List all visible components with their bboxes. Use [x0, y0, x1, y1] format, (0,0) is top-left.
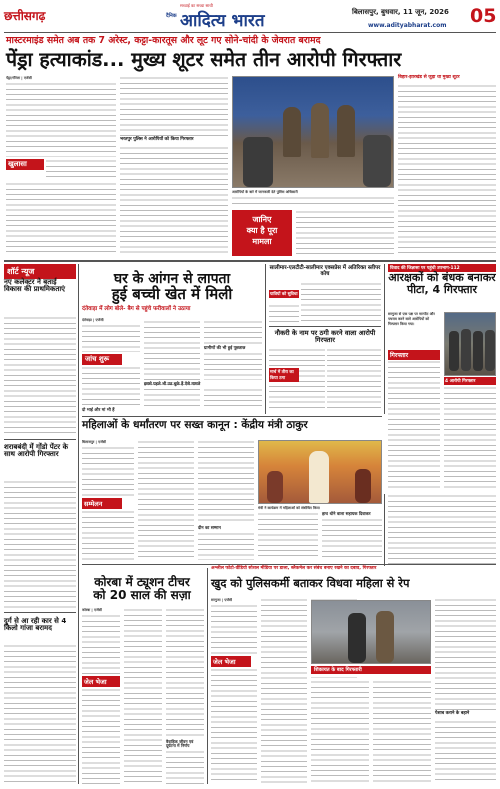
body-text — [232, 196, 394, 208]
byline: सरगुजा | एजेंसी — [211, 598, 233, 602]
divider — [4, 439, 76, 440]
police-officer-figure — [311, 103, 329, 158]
body-text — [82, 366, 140, 406]
banner-photo — [232, 76, 394, 188]
promo-line: क्या है पूरा — [246, 226, 278, 235]
body-text — [198, 532, 254, 560]
body-text — [204, 352, 262, 380]
body-text — [166, 608, 204, 738]
child-story-subhead: दंतेवाड़ा में लोग बोले- बैग से पहुंचे फरीवालों ने उठाया — [82, 306, 191, 312]
body-text — [120, 146, 228, 256]
women-story-subhead: दीन का सम्मान — [198, 525, 221, 530]
body-text — [144, 320, 200, 406]
speaker-figure — [309, 451, 329, 503]
side-label: यात्रियों को सुविधा — [270, 291, 298, 296]
divider — [269, 326, 381, 327]
women-story-headline: महिलाओं के धर्मांतरण पर सख्त कानून : केंद्रीय मंत्री ठाकुर — [82, 419, 308, 431]
headline-line: को 20 साल की सज़ा — [93, 587, 191, 602]
body-text — [166, 750, 204, 784]
promo-box — [232, 210, 292, 256]
byline: दंतेवाड़ा | एजेंसी — [82, 318, 104, 322]
kidnap-story-headline: आरक्षकों को बंधक बनाकर पीटा, 4 गिरफ्तार — [388, 271, 496, 296]
body-text — [4, 644, 76, 784]
column-rule — [384, 494, 385, 566]
body-text — [261, 598, 307, 784]
body-text — [388, 494, 496, 566]
body-text — [444, 386, 496, 490]
masthead — [0, 0, 500, 32]
body-text — [6, 82, 116, 157]
banner-kicker: मास्टरमाइंड समेत अब तक 7 अरेस्ट, कट्टा-कारतूस और लूट गए सोने-चांदी के जेवरात बरामद — [6, 35, 321, 46]
body-text — [204, 320, 262, 344]
side-label: जेल भेजा — [82, 676, 120, 687]
accused-figure — [348, 613, 366, 663]
body-text — [322, 518, 382, 560]
side-label: जांच शुरू — [82, 354, 122, 365]
widow-story-kicker: अश्लील फोटो-वीडियो सोशल मीडिया पर डाला, ब्लैकमेल कर संबंध बनाए रखने का दबाव, गिरफ्तार — [211, 566, 377, 571]
body-text — [82, 614, 120, 674]
headline-line: कोरबा में ट्यूशन टीचर — [94, 575, 190, 589]
short-news-headline: दुर्ग से आ रही कार से 4 किलो गांजा बरामद — [4, 617, 67, 633]
kidnap-lead: सरगुजा से एक पक्ष पर मारपीट और पथराव करने वाले आरोपियों को गिरफ्तार किया गया। — [388, 312, 435, 327]
photo-caption — [232, 190, 394, 208]
short-news-headline: शराबबंदी में गोंडो पेंटर के साथ आरोपी गिरफ्तार — [4, 443, 68, 459]
body-text — [82, 446, 134, 496]
fraud-story-headline: नौकरी के नाम पर ठगी करने वाला आरोपी गिरफ्तार — [274, 329, 376, 344]
logo-left-text: दैनिक — [166, 13, 177, 19]
accused-figure — [485, 330, 495, 371]
short-news-label: शॉर्ट न्यूज — [4, 264, 76, 279]
widow-story-headline: खुद को पुलिसकर्मी बताकर विधवा महिला से रेप — [211, 576, 410, 590]
side-label: गिरफ्तार — [388, 350, 440, 360]
byline: कोरबा | एजेंसी — [82, 608, 102, 612]
audience-figure — [355, 469, 371, 503]
section-rule — [82, 416, 382, 417]
body-text — [138, 440, 194, 560]
side-label: खुलासा — [6, 159, 44, 170]
body-text — [124, 608, 162, 784]
body-text — [398, 84, 496, 256]
byline: पेंड्रा/गौरेला | एजेंसी — [6, 76, 32, 80]
body-text — [4, 316, 76, 436]
sub-headline: भरतपुर पुलिस ने आरोपियों को किया गिरफ्तार — [120, 137, 194, 142]
short-news-headline: नए कलेक्टर ने बताई विकास की प्राथमिकताएं — [4, 278, 66, 294]
body-text — [6, 182, 116, 254]
dateline: बिलासपुर, बुधवार, 11 जून, 2026 — [352, 8, 449, 16]
column-rule — [207, 568, 208, 784]
train-story-headline: सालीमार-एलटीटी-सालीमार एक्सप्रेस में अतिरिक्त स्लीपर कोच — [269, 265, 381, 277]
section-rule — [82, 564, 496, 565]
widow-story-right-head: पेशाब कराने के बहाने — [435, 711, 470, 716]
banner-body-mid — [120, 76, 228, 256]
headline-line: हुई बच्ची खेत में मिली — [111, 284, 233, 303]
body-text — [269, 304, 299, 324]
body-text — [296, 210, 394, 256]
photo-caption: मंत्री ने कार्यक्रम में महिलाओं को संबोधित किया — [258, 506, 320, 510]
body-text — [198, 440, 254, 524]
korba-story-headline — [82, 576, 202, 601]
banner-headline: पेंड्रा हत्याकांड... मुख्य शूटर समेत तीन आरोपी गिरफ्तार — [6, 48, 402, 71]
column-rule — [78, 264, 79, 784]
side-label: जेल भेजा — [211, 656, 251, 667]
body-text — [82, 324, 140, 352]
side-label: मार्च में तीरा का किया ठगा — [269, 368, 299, 382]
child-story-subhead4: दो भाई और मां भी हैं — [82, 407, 115, 412]
banner-right-column — [398, 76, 496, 256]
side-label: सम्मेलन — [82, 498, 122, 509]
body-text — [373, 680, 431, 784]
divider — [4, 612, 76, 613]
body-text — [82, 510, 134, 560]
body-text — [435, 720, 496, 784]
audience-figure — [267, 471, 283, 503]
accused-figure — [473, 331, 483, 371]
women-story-photo — [258, 440, 382, 504]
body-text — [258, 512, 318, 560]
photo-caption-text: आरोपियों के बारे में जानकारी देते पुलिस अधिकारी — [232, 190, 298, 194]
banner-body-left — [6, 76, 116, 256]
korba-subhead: वैवाहिक जीवन एवं दूर्घटना में निर्णय — [166, 739, 194, 749]
body-text — [435, 598, 496, 710]
logo-wordmark: आदित्य भारत — [180, 11, 265, 31]
accused-figure — [461, 329, 471, 371]
accused-figure — [363, 135, 391, 187]
promo-line: जानिए — [252, 215, 272, 224]
logo-tagline: सच्चाई का सच्चा साथी — [180, 3, 213, 8]
police-officer-figure — [337, 105, 355, 157]
accused-figure — [243, 137, 273, 187]
body-text — [388, 360, 440, 490]
body-text — [327, 348, 381, 408]
child-story-subhead2: ग्रामीणों की भी हुई पूछताछ — [204, 345, 246, 350]
photo-caption: 4 आरोपी गिरफ्तार — [444, 377, 496, 385]
short-news-column — [4, 264, 76, 784]
column-rule — [265, 264, 266, 414]
website-url[interactable]: www.adityabharat.com — [368, 22, 447, 29]
child-story-headline — [82, 272, 262, 302]
body-text — [120, 76, 228, 136]
kidnap-photo — [444, 312, 496, 376]
body-text — [311, 680, 369, 784]
byline: बिलासपुर | एजेंसी — [82, 440, 107, 444]
headline-line: घर के आंगन से लापता — [113, 271, 231, 287]
body-text — [46, 159, 116, 179]
logo — [166, 3, 286, 29]
police-officer-figure — [376, 611, 394, 663]
body-text — [4, 480, 76, 608]
body-text — [211, 604, 257, 654]
promo-line: मामला — [252, 237, 272, 246]
police-officer-figure — [283, 107, 301, 157]
body-text — [211, 668, 257, 784]
section-rule — [4, 260, 496, 262]
women-story-right-head: हाथ धोने वाला सहायक दिवाकर — [322, 511, 371, 516]
right-column-head: बिहार-झारखंड से जुड़ा था मुख्य शूटर — [398, 75, 460, 80]
widow-story-photo — [311, 600, 431, 664]
page-number: 05 — [470, 5, 497, 27]
section-name: छत्तीसगढ़ — [4, 9, 46, 23]
child-story-subhead3: इससे पहले भी उठ चुके हैं ऐसे मामले — [144, 381, 201, 386]
body-text — [204, 388, 262, 406]
body-text — [301, 282, 381, 324]
column-rule — [384, 264, 385, 414]
body-text — [82, 688, 120, 784]
accused-figure — [449, 331, 459, 371]
photo-caption: शिकायत के बाद गिरफ्तारी — [311, 666, 431, 674]
masthead-rule — [4, 32, 496, 33]
ribbon: विवाद की जिज्ञासा पर पहुंची उपभाग-112 — [388, 264, 496, 272]
